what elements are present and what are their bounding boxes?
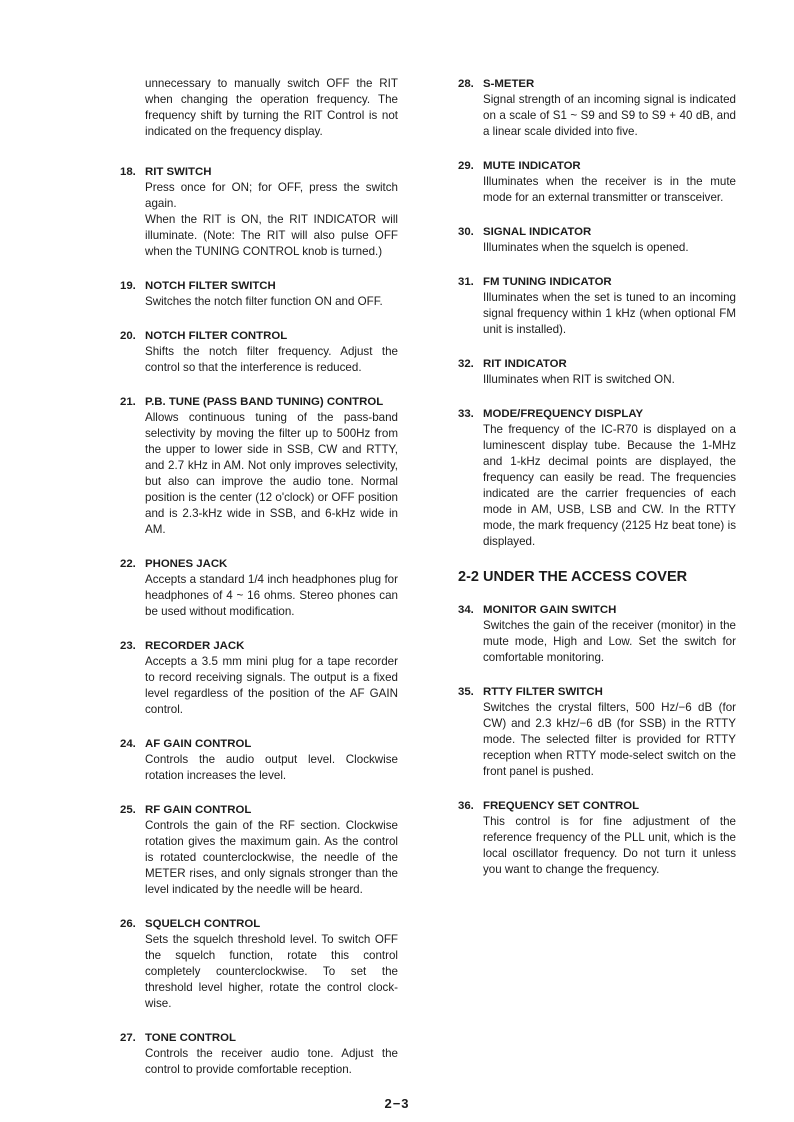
item-heading [458,224,736,240]
item-title: FM TUNING INDICATOR [483,276,612,288]
item-body [483,92,736,140]
item-paragraph: Illuminates when the set is tuned to an incoming signal frequency within 1 kHz (when optional FM unit is installed). [483,291,736,336]
item-body [483,372,736,388]
item-number: 19. [120,280,136,292]
item-heading [120,328,398,344]
right-column [458,76,736,896]
list-item [120,736,398,784]
item-title: RTTY FILTER SWITCH [483,686,603,698]
item-number: 25. [120,804,136,816]
item-number: 33. [458,408,474,420]
item-paragraph: Accepts a 3.5 mm mini plug for a tape recorder to record receiving signals. The output is a fixed level regardless of the position of the AF GAIN control. [145,655,398,716]
item-body [145,344,398,376]
item-heading [458,406,736,422]
item-heading [458,684,736,700]
item-number: 34. [458,604,474,616]
item-title: RF GAIN CONTROL [145,804,252,816]
item-body [483,700,736,780]
list-item [458,76,736,140]
item-number: 36. [458,800,474,812]
item-number: 21. [120,396,136,408]
item-body [483,290,736,338]
item-body [145,294,398,310]
intro-paragraph: unnecessary to manually switch OFF the RIT when changing the operation frequency. The frequency shift by turning the RIT Control is not indicated on the frequency display. [145,77,398,138]
list-item [120,394,398,538]
item-paragraph: Controls the audio output level. Clockwise rotation increases the level. [145,753,398,782]
list-item [120,802,398,898]
item-title: MONITOR GAIN SWITCH [483,604,617,616]
item-title: MUTE INDICATOR [483,160,581,172]
item-title: TONE CONTROL [145,1032,236,1044]
item-number: 24. [120,738,136,750]
item-paragraph: Allows continuous tuning of the pass-band selectivity by moving the filter up to 500Hz from the upper to lower side in SSB, CW and RTTY, and 2.7 kHz in AM. Not only improves selectivity, but also can improve the audio tone. Normal position is the center (12 o'clock) or OFF position and is 2.3-kHz wide in SSB, and 6-kHz wide in AM. [145,411,398,536]
item-heading [120,394,398,410]
item-paragraph: This control is for fine adjustment of the reference frequency of the PLL unit, which is the local oscillator frequency. Do not turn it unless you want to change the frequency. [483,815,736,876]
item-paragraph: Switches the notch filter function ON and OFF. [145,295,383,308]
item-title: RIT SWITCH [145,166,212,178]
item-body [145,818,398,898]
right-item-list-a [458,76,736,550]
item-body [145,180,398,260]
item-heading [458,274,736,290]
item-heading [120,1030,398,1046]
item-number: 27. [120,1032,136,1044]
item-body [145,752,398,784]
list-item [120,1030,398,1078]
list-item [120,278,398,310]
item-heading [120,278,398,294]
item-heading [120,638,398,654]
list-item [458,684,736,780]
item-paragraph: Illuminates when the receiver is in the mute mode for an external transmitter or transceiver. [483,175,736,204]
item-title: P.B. TUNE (PASS BAND TUNING) CONTROL [145,396,384,408]
item-paragraph: The frequency of the IC-R70 is displayed on a luminescent display tube. Because the 1-MHz and 1-kHz decimal points are displayed, the frequency can easily be read. The frequencies indicated are the carrier frequencies of each mode in AM, USB, LSB and CW. In the RTTY mode, the mark frequency (2125 Hz beat tone) is displayed. [483,423,736,548]
item-number: 28. [458,78,474,90]
item-number: 18. [120,166,136,178]
item-number: 20. [120,330,136,342]
item-body [145,572,398,620]
item-title: NOTCH FILTER SWITCH [145,280,276,292]
item-body [145,410,398,538]
item-title: AF GAIN CONTROL [145,738,252,750]
item-paragraph: Sets the squelch threshold level. To switch OFF the squelch function, rotate this control completely counterclockwise. To set the threshold level higher, rotate the control clock-wise. [145,933,398,1010]
item-body [483,240,736,256]
list-item [120,556,398,620]
item-paragraph: Signal strength of an incoming signal is indicated on a scale of S1 ~ S9 and S9 to S9 + 40 dB, and a linear scale divided into five. [483,93,736,138]
item-paragraph: Illuminates when the squelch is opened. [483,241,689,254]
list-item [458,224,736,256]
item-number: 31. [458,276,474,288]
item-paragraph: Switches the gain of the receiver (monitor) in the mute mode, High and Low. Set the switch for comfortable monitoring. [483,619,736,664]
list-item [458,274,736,338]
right-item-list-b [458,602,736,878]
list-item [120,164,398,260]
item-number: 23. [120,640,136,652]
item-body [145,654,398,718]
item-heading [120,164,398,180]
list-item [458,356,736,388]
item-body [483,618,736,666]
item-title: RIT INDICATOR [483,358,567,370]
item-body [145,932,398,1012]
list-item [120,638,398,718]
item-heading [120,736,398,752]
item-heading [458,356,736,372]
item-heading [458,602,736,618]
item-number: 29. [458,160,474,172]
left-item-list [120,164,398,1078]
page-number: 2−3 [384,1096,410,1111]
list-item [458,798,736,878]
item-title: PHONES JACK [145,558,228,570]
item-paragraph: Controls the receiver audio tone. Adjust the control to provide comfortable reception. [145,1047,398,1076]
list-item [120,916,398,1012]
item-heading [120,556,398,572]
item-title: MODE/FREQUENCY DISPLAY [483,408,644,420]
item-body [483,422,736,550]
item-title: FREQUENCY SET CONTROL [483,800,640,812]
item-paragraph: When the RIT is ON, the RIT INDICATOR will illuminate. (Note: The RIT will also pulse OFF when the TUNING CONTROL knob is turned.) [145,213,398,258]
list-item [120,328,398,376]
item-body [145,1046,398,1078]
item-body [483,174,736,206]
list-item [458,602,736,666]
item-number: 22. [120,558,136,570]
item-number: 35. [458,686,474,698]
item-paragraph: Press once for ON; for OFF, press the switch again. [145,181,398,210]
item-heading [458,798,736,814]
item-title: SQUELCH CONTROL [145,918,261,930]
item-paragraph: Controls the gain of the RF section. Clockwise rotation gives the maximum gain. As the control is rotated counterclockwise, the needle of the METER rises, and only signals stronger than the level indicated by the needle will be heard. [145,819,398,896]
item-paragraph: Switches the crystal filters, 500 Hz/−6 dB (for CW) and 2.3 kHz/−6 dB (for SSB) in the RTTY mode. The selected filter is provided for RTTY reception when RTTY mode-select switch on the front panel is pushed. [483,701,736,778]
item-title: SIGNAL INDICATOR [483,226,592,238]
list-item [458,158,736,206]
item-paragraph: Shifts the notch filter frequency. Adjust the control so that the interference is reduced. [145,345,398,374]
item-heading [120,802,398,818]
list-item [458,406,736,550]
item-title: S-METER [483,78,535,90]
item-number: 26. [120,918,136,930]
item-heading [458,76,736,92]
item-title: NOTCH FILTER CONTROL [145,330,288,342]
item-paragraph: Illuminates when RIT is switched ON. [483,373,675,386]
item-heading [120,916,398,932]
item-title: RECORDER JACK [145,640,245,652]
left-column [120,76,398,1096]
item-paragraph: Accepts a standard 1/4 inch headphones plug for headphones of 4 ~ 16 ohms. Stereo phones can be used without modification. [145,573,398,618]
item-number: 32. [458,358,474,370]
item-body [483,814,736,878]
item-number: 30. [458,226,474,238]
item-heading [458,158,736,174]
section-title: 2-2 UNDER THE ACCESS COVER [458,569,688,585]
